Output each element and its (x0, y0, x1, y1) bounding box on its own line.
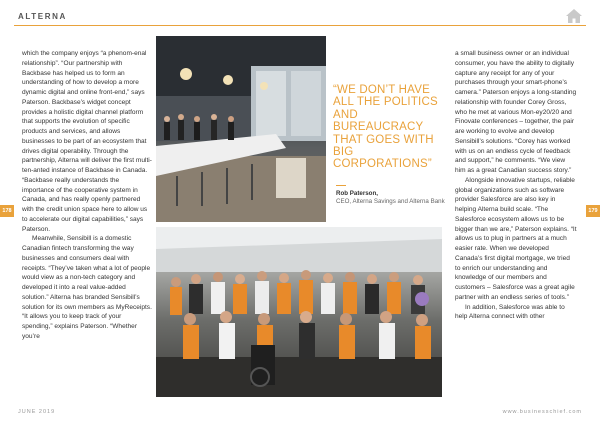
quote-author-name: Rob Paterson, (336, 190, 378, 197)
home-icon[interactable] (565, 8, 583, 24)
footer-issue-date: JUNE 2019 (18, 409, 56, 415)
article-column-right (455, 49, 577, 322)
article-column-left (22, 49, 152, 342)
office-photo-illustration (156, 36, 326, 222)
office-photo (156, 36, 326, 222)
quote-divider (336, 185, 346, 186)
paragraph: a small business owner or an individual consumer, you have the ability to digitally capture any receipt for any of your purchases through your smart-phone’s camera.” Paterson enjoys a long-standing relationship with founder Corey Gross, who he met at various Mon-ey20/20 and Finovate conferences – together, the pair are working to evolve and develop Sensibill’s solutions. “Corey has worked with us on an endless cycle of feedback and support,” he comments. “We view him as a great Canadian success story.” (455, 50, 577, 174)
header-divider (14, 25, 586, 26)
page-number-left: 178 (0, 205, 14, 217)
quote-author-role: CEO, Alterna Savings and Alterna Bank (336, 198, 445, 206)
team-event-illustration (156, 227, 442, 397)
paragraph: Alongside innovative startups, reliable global organizations such as software provider Salesforce are also key in helping Alterna build scale. “The Salesforce ecosystem allows us to be bigger than we are,” Paterson explains. “It allows us to plug in partners at a much easier rate. When we developed Canada’s first digital mortgage, we tried to enrich our understanding and knowledge of our members and customers – Salesforce was a great agile partner with an endless series of tools.” (455, 176, 577, 301)
footer-website-link[interactable]: www.businesschief.com (502, 409, 582, 415)
pull-quote: “WE DON’T HAVE ALL THE POLITICS AND BUREAUCRACY THAT GOES WITH BIG CORPORATIONS” (333, 84, 438, 171)
paragraph: In addition, Salesforce was able to help Alterna connect with other (455, 303, 565, 321)
magazine-section-title: ALTERNA (18, 12, 67, 21)
paragraph: which the company enjoys “a phenom-enal relationship”. “Our partnership with Backbase has helped us to form an understanding of how to develop a more dynamic digital and online front-end,” says Paterson. Backbase’s widget concept provides a holistic digital channel platform that supports the evolution of specific products and services, and allows businesses to be part of an ecosystem that drives digital operability. Through the partnership, Alterna will deliver the first multi-ten-anted instance of Backbase in Canada. “Backbase really understands the importance of the cooperative system in Canada, and has really openly partnered with the credit union space here to allow us to accelerate our digital capabilities,” says Paterson. (22, 50, 152, 233)
team-event-photo (156, 227, 442, 397)
page-number-right: 179 (586, 205, 600, 217)
quote-attribution (336, 190, 446, 207)
paragraph: Meanwhile, Sensibill is a domestic Canadian fintech transforming the way businesses and consumers deal with receipts. “They’ve taken what a lot of people would view as a non-tech category and developed it into a real value-added solution.” Alterna has branded Sensibill’s solution for its own members as MyReceipts. “It allows you to keep track of your spending,” explains Paterson. “Whether you’re (22, 235, 152, 340)
